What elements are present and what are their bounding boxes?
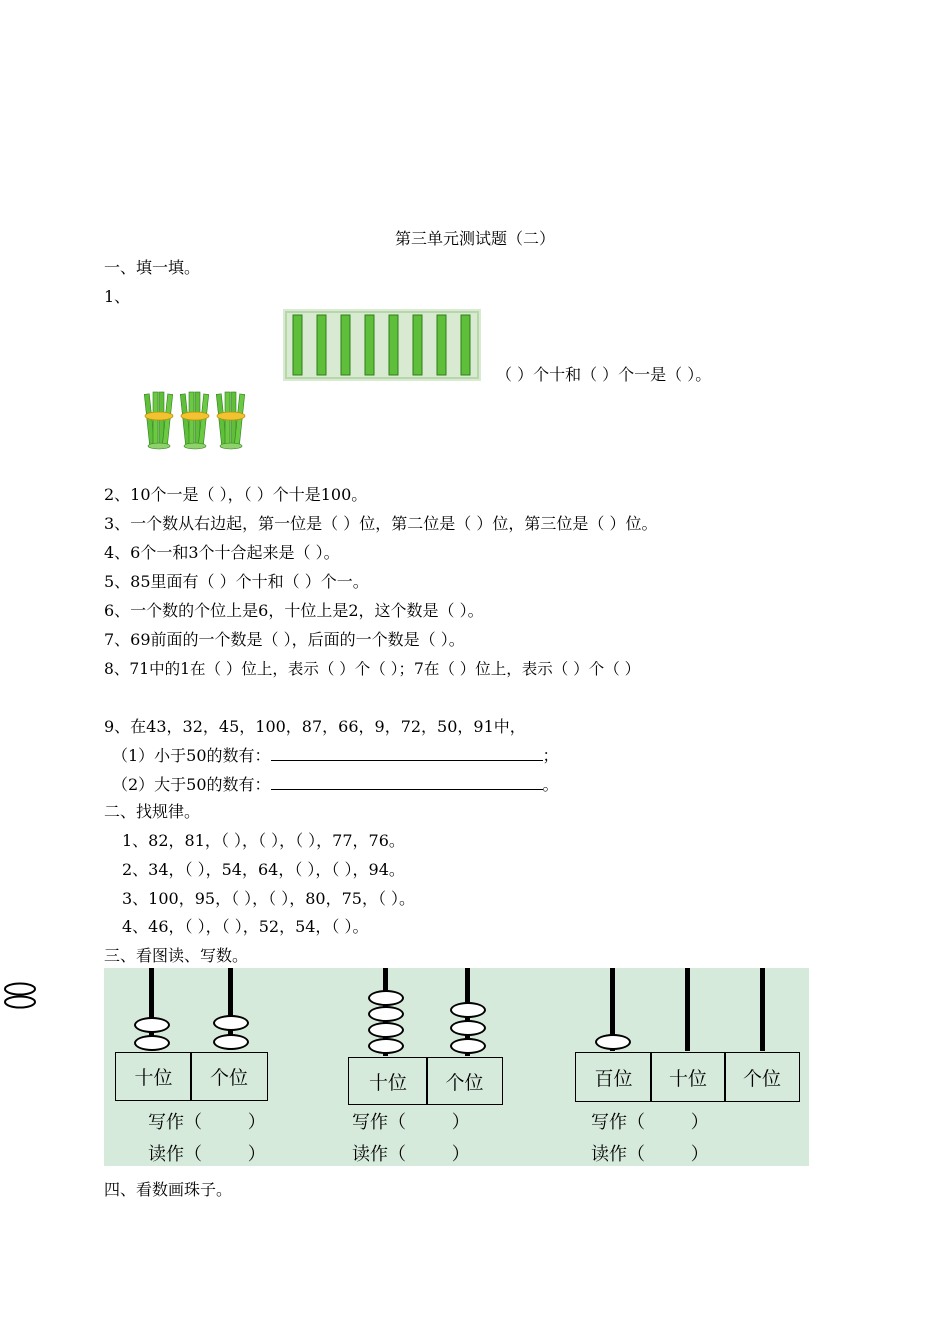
abacus2-tens-bead: [368, 1022, 404, 1038]
abacus3-tens-rod: [685, 968, 690, 1051]
abacus3-ones-label: 个位: [724, 1052, 800, 1102]
q9-part2-label: （2）大于50的数有：: [112, 775, 271, 794]
q9-part1-label: （1）小于50的数有：: [112, 746, 271, 765]
q8: 8、71中的1在（ ）位上，表示（ ）个（ ）；7在（ ）位上，表示（ ）个（ ）: [104, 660, 641, 678]
abacus1-ones-bead: [213, 1015, 249, 1031]
abacus3-ones-rod: [760, 968, 765, 1051]
abacus2-ones-bead: [450, 1002, 486, 1018]
abacus2-ones-bead: [450, 1020, 486, 1036]
section3-heading: 三、看图读、写数。: [104, 946, 249, 965]
abacus3-tens-label: 十位: [650, 1052, 726, 1102]
q9-part1: [112, 746, 559, 766]
abacus2-write: 写作（ ）: [352, 1112, 470, 1133]
abacus1-ones-label: 个位: [190, 1052, 268, 1101]
section1-heading: 一、填一填。: [104, 258, 201, 277]
q9-part2-end: 。: [542, 775, 559, 794]
q9-part2-answer-line[interactable]: [271, 775, 543, 790]
section2-heading: 二、找规律。: [104, 802, 201, 821]
q9-part1-end: ；: [542, 746, 559, 765]
abacus2-tens-bead: [368, 990, 404, 1006]
abacus2-tens-label: 十位: [348, 1057, 428, 1105]
page-title: 第三单元测试题（二）: [394, 229, 555, 248]
q9: 9、在43，32，45，100，87，66，9，72，50，91中，: [104, 717, 526, 736]
abacus2-tens-bead: [368, 1006, 404, 1022]
abacus-panel: [104, 968, 809, 1166]
q7: 7、69前面的一个数是（ ），后面的一个数是（ ）。: [104, 630, 465, 649]
abacus3-hundreds-bead: [595, 1034, 631, 1050]
abacus2-ones-bead: [450, 1038, 486, 1054]
abacus3-write: 写作（ ）: [591, 1112, 709, 1133]
q9-part2: [112, 775, 559, 795]
abacus1-tens-bead: [134, 1035, 170, 1051]
q1-number: 1、: [104, 287, 131, 306]
abacus1-write: 写作（ ）: [148, 1112, 266, 1133]
abacus2-read: 读作（ ）: [352, 1144, 470, 1165]
q2: 2、10个一是（ ），（ ）个十是100。: [104, 485, 368, 504]
q1-text: （ ）个十和（ ）个一是（ ）。: [496, 365, 712, 384]
pattern-item: 1、82，81，（ ），（ ），（ ），77，76。: [122, 831, 405, 850]
sticks-picture: [283, 309, 481, 381]
abacus1-tens-label: 十位: [115, 1052, 192, 1101]
q5: 5、85里面有（ ）个十和（ ）个一。: [104, 572, 369, 591]
abacus1-tens-bead: [134, 1017, 170, 1033]
abacus2-ones-label: 个位: [426, 1057, 503, 1105]
section4-heading: 四、看数画珠子。: [104, 1180, 233, 1199]
pattern-item: 2、34，（ ），54，64，（ ），（ ），94。: [122, 860, 405, 879]
abacus1-ones-bead: [213, 1034, 249, 1050]
margin-beads-mark: [2, 982, 38, 1010]
abacus3-hundreds-label: 百位: [575, 1052, 652, 1102]
bundles-picture: [143, 390, 255, 450]
q4: 4、6个一和3个十合起来是（ ）。: [104, 543, 340, 562]
pattern-item: 3、100，95，（ ），（ ），80，75，（ ）。: [122, 889, 416, 908]
q9-part1-answer-line[interactable]: [271, 746, 543, 761]
abacus2-tens-bead: [368, 1038, 404, 1054]
pattern-item: 4、46，（ ），（ ），52，54，（ ）。: [122, 917, 369, 936]
abacus1-read: 读作（ ）: [148, 1144, 266, 1165]
q3: 3、一个数从右边起，第一位是（ ）位，第二位是（ ）位，第三位是（ ）位。: [104, 514, 658, 533]
abacus3-read: 读作（ ）: [591, 1144, 709, 1165]
q6: 6、一个数的个位上是6，十位上是2，这个数是（ ）。: [104, 601, 484, 620]
